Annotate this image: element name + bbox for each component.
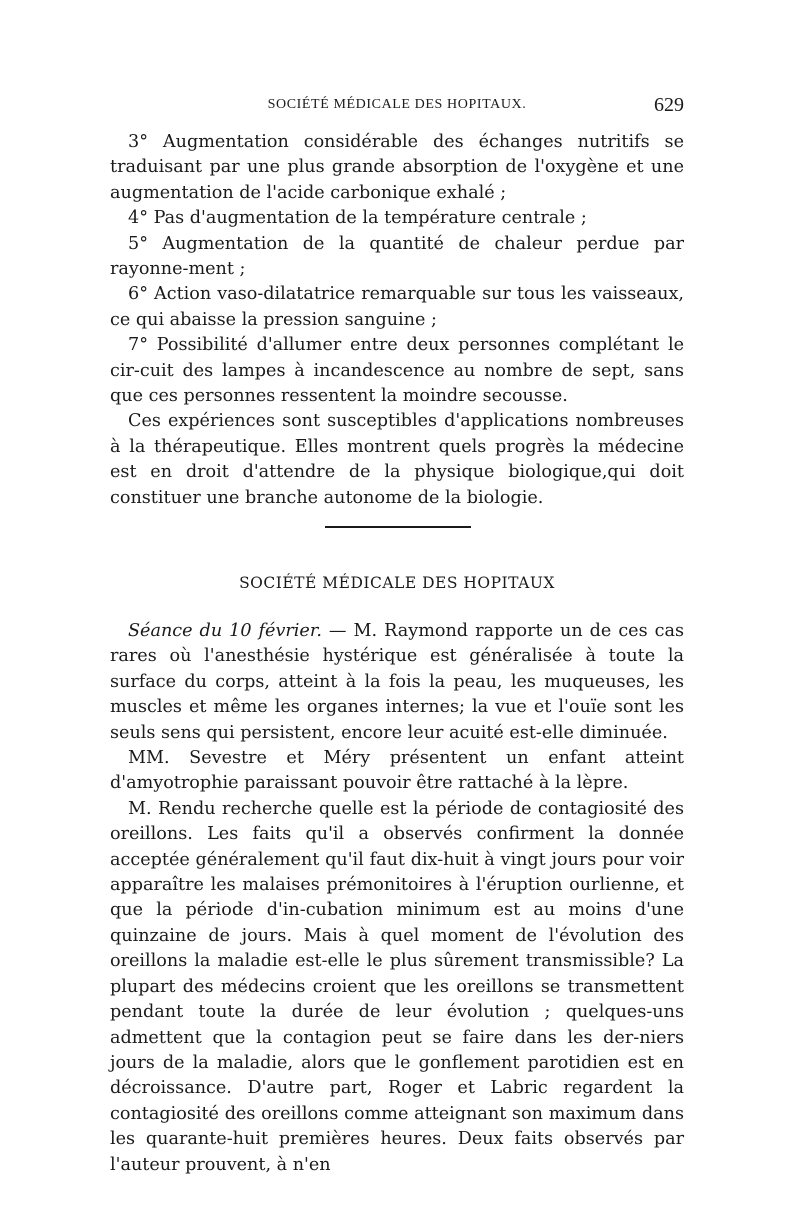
sevestre-paragraph: MM. Sevestre et Méry présentent un enfant atteint d'amyotrophie paraissant pouvoir être rattaché à la lèpre. <box>110 748 684 794</box>
section-divider <box>325 526 471 528</box>
finding-item-7: 7° Possibilité d'allumer entre deux personnes complétant le cir-cuit des lampes à incandescence au nombre de sept, sans que ces personnes ressentent la moindre secousse. <box>110 335 684 407</box>
section-heading: SOCIÉTÉ MÉDICALE DES HOPITAUX <box>239 574 555 592</box>
book-page <box>110 0 684 1215</box>
session-date: Séance du 10 février. <box>128 621 322 641</box>
finding-item-6: 6° Action vaso-dilatatrice remarquable sur tous les vaisseaux, ce qui abaisse la pression sanguine ; <box>110 284 684 330</box>
finding-item-4: 4° Pas d'augmentation de la température centrale ; <box>128 208 587 229</box>
running-header <box>110 94 684 121</box>
section-body <box>110 619 684 1178</box>
conclusion-paragraph: Ces expériences sont susceptibles d'applications nombreuses à la thérapeutique. Elles montrent quels progrès la médecine est en droit d'attendre de la physique biologique,qui doit constituer une branche autonome de la biologie. <box>110 411 684 508</box>
page-number: 629 <box>654 94 684 116</box>
finding-item-5: 5° Augmentation de la quantité de chaleur perdue par rayonne-ment ; <box>110 233 684 280</box>
session-paragraph-text: — M. Raymond rapporte un de ces cas rares où l'anesthésie hystérique est généralisée à toute la surface du corps, atteint à la fois la peau, les muqueuses, les muscles et même les organes internes; la vue et l'ouïe sont les seuls sens qui persistent, encore leur acuité est-elle diminuée. <box>110 621 684 743</box>
findings-list <box>110 130 684 511</box>
rendu-paragraph: M. Rendu recherche quelle est la période de contagiosité des oreillons. Les faits qu'il a observés confirment la donnée acceptée généralement qu'il faut dix-huit à vingt jours pour voir apparaître les malaises prémonitoires à l'éruption ourlienne, et que la période d'in-cubation minimum est au moins d'une quinzaine de jours. Mais à quel moment de l'évolution des oreillons la maladie est-elle le plus sûrement transmissible? La plupart des médecins croient que les oreillons se transmettent pendant toute la durée de leur évolution ; quelques-uns admettent que la contagion peut se faire dans les der-niers jours de la maladie, alors que le gonflement parotidien est en décroissance. D'autre part, Roger et Labric regardent la contagiosité des oreillons comme atteignant son maximum dans les quarante-huit premières heures. Deux faits observés par l'auteur prouvent, à n'en <box>110 798 684 1175</box>
finding-item-3: 3° Augmentation considérable des échanges nutritifs se traduisant par une plus grande absorption de l'oxygène et une augmentation de l'acide carbonique exhalé ; <box>110 132 684 203</box>
session-paragraph <box>110 619 684 746</box>
running-title: SOCIÉTÉ MÉDICALE DES HOPITAUX. <box>267 97 527 112</box>
